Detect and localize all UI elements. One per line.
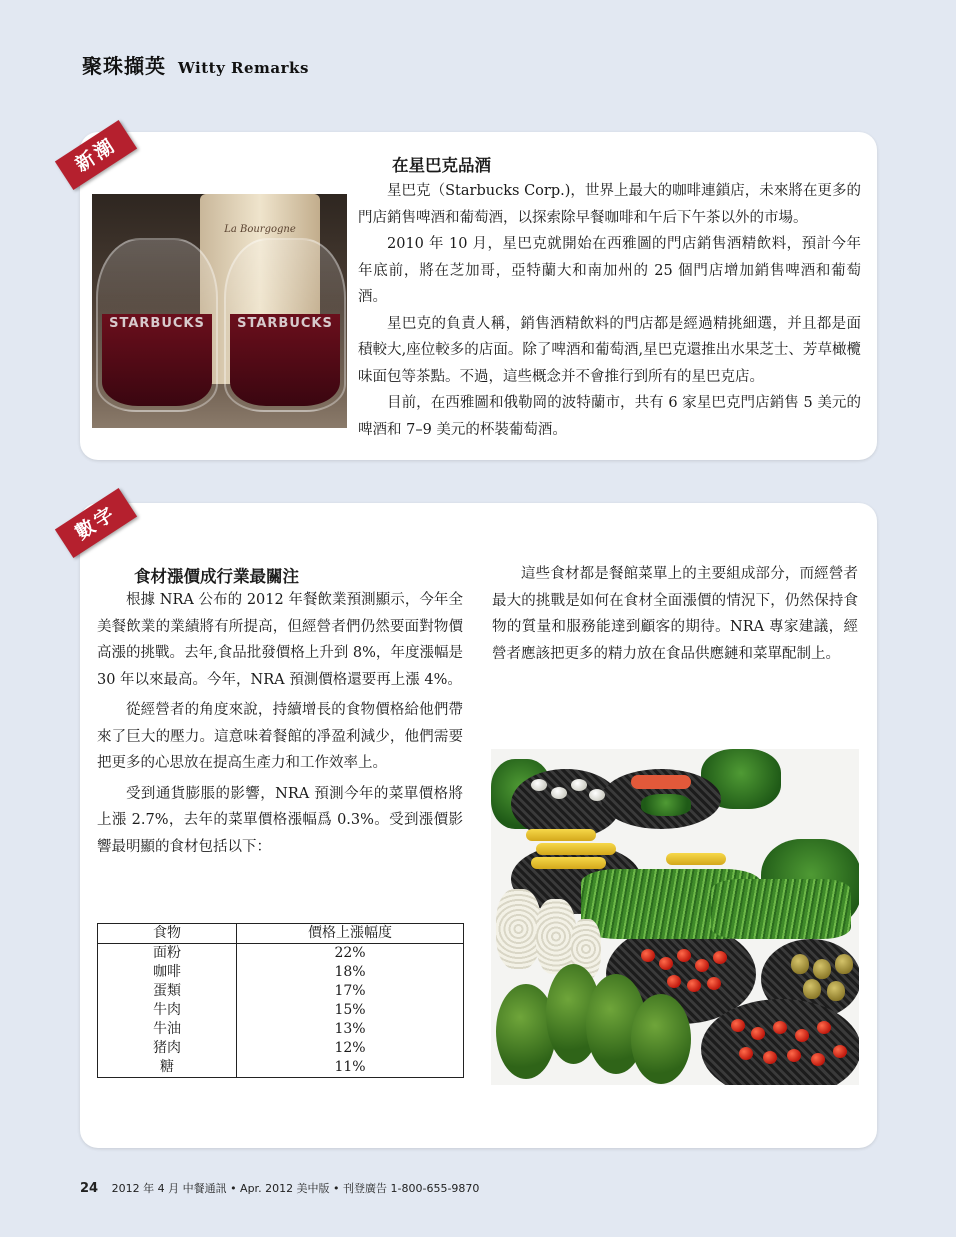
paragraph: 星巴克的負責人稱，銷售酒精飲料的門店都是經過精挑細選，并且都是面積較大,座位較多的店面。除了啤酒和葡萄酒,星巴克還推出水果芝士、芳草橄欖味面包等茶點。不過，這些概念并不會推行到所有的星巴克店。	[358, 315, 861, 385]
paragraph: 星巴克（Starbucks Corp.)，世界上最大的咖啡連鎖店，未來將在更多的門店銷售啤酒和葡萄酒，以探索除早餐咖啡和午后下午茶以外的市場。	[358, 183, 861, 226]
footer-text: 2012 年 4 月 中餐通訊 • Apr. 2012 美中版 • 刊登廣告 1-800-655-9870	[111, 1182, 480, 1195]
price-increase-table	[97, 923, 464, 1078]
tomato	[787, 1049, 801, 1062]
white-vegetable	[531, 779, 547, 791]
basket	[701, 999, 859, 1085]
column-header: 價格上漲幅度	[237, 924, 464, 944]
bananas	[526, 829, 596, 841]
green-beans	[711, 879, 851, 939]
table-cell: 蛋類	[98, 982, 237, 1001]
page-footer	[80, 1180, 479, 1196]
tomato	[817, 1021, 831, 1034]
table-cell: 牛油	[98, 1020, 237, 1039]
pear	[835, 954, 853, 974]
table-cell: 糖	[98, 1058, 237, 1078]
paragraph: 根據 NRA 公布的 2012 年餐飲業預測顯示，今年全美餐飲業的業績將有所提高，但經營者們仍然要面對物價高漲的挑戰。去年,食品批發價格上升到 8%，年度漲幅是 30 年以來最高。今年，NRA 預測價格還要再上漲 4%。	[97, 592, 463, 688]
pear	[803, 979, 821, 999]
paragraph: 這些食材都是餐館菜單上的主要組成部分，而經營者最大的挑戰是如何在食材全面漲價的情況下，仍然保持食物的質量和服務能達到顧客的期待。NRA 專家建議，經營者應該把更多的精力放在食品供應鏈和菜單配制上。	[492, 566, 858, 662]
pear	[827, 981, 845, 1001]
white-vegetable	[551, 787, 567, 799]
section-tag-trend: 新潮	[55, 120, 137, 190]
tomato	[811, 1053, 825, 1066]
article-title: 在星巴克品酒	[392, 156, 491, 175]
tomato	[695, 959, 709, 972]
section-tag-numbers: 數字	[55, 488, 137, 558]
tomato	[667, 975, 681, 988]
table-cell: 11%	[237, 1058, 464, 1078]
tomato	[677, 949, 691, 962]
table-row	[98, 963, 464, 982]
table-cell: 15%	[237, 1001, 464, 1020]
table-cell: 17%	[237, 982, 464, 1001]
paragraph: 受到通貨膨脹的影響，NRA 預測今年的菜單價格將上漲 2.7%，去年的菜單價格漲幅爲 0.3%。受到漲價影響最明顯的食材包括以下：	[97, 785, 463, 855]
table-cell: 咖啡	[98, 963, 237, 982]
article-body-right	[492, 561, 858, 667]
white-vegetable	[589, 789, 605, 801]
tomato	[707, 977, 721, 990]
tomato	[687, 979, 701, 992]
tomato	[731, 1019, 745, 1032]
table-cell: 22%	[237, 944, 464, 964]
table-header-row	[98, 924, 464, 944]
pear	[813, 959, 831, 979]
tomato	[833, 1045, 847, 1058]
table-row	[98, 1039, 464, 1058]
table-cell: 牛肉	[98, 1001, 237, 1020]
paragraph: 目前，在西雅圖和俄勒岡的波特蘭市，共有 6 家星巴克門店銷售 5 美元的啤酒和 7–9 美元的杯裝葡萄酒。	[358, 395, 861, 438]
table-cell: 18%	[237, 963, 464, 982]
white-vegetable	[571, 779, 587, 791]
corn	[536, 899, 576, 974]
table-cell: 13%	[237, 1020, 464, 1039]
bananas	[666, 853, 726, 865]
tomato	[751, 1027, 765, 1040]
table-cell: 面粉	[98, 944, 237, 964]
table-row	[98, 944, 464, 964]
header-title-en: Witty Remarks	[177, 59, 309, 77]
header-title-cn: 聚珠擷英	[82, 54, 166, 78]
paragraph: 2010 年 10 月，星巴克就開始在西雅圖的門店銷售酒精飲料，預計今年年底前，將在芝加哥，亞特蘭大和南加州的 25 個門店增加銷售啤酒和葡萄酒。	[358, 236, 861, 305]
tomato	[795, 1029, 809, 1042]
tomato	[739, 1047, 753, 1060]
glass-brand-text: STARBUCKS	[237, 316, 333, 331]
table-row	[98, 1058, 464, 1078]
table-row	[98, 982, 464, 1001]
column-header: 食物	[98, 924, 237, 944]
tomato	[773, 1021, 787, 1034]
tomato	[763, 1051, 777, 1064]
table-row	[98, 1001, 464, 1020]
table-cell: 12%	[237, 1039, 464, 1058]
carrots	[631, 775, 691, 789]
bananas	[536, 843, 616, 855]
bottle-label-text: La Bourgogne	[224, 224, 296, 235]
tomato	[641, 949, 655, 962]
section-header	[82, 50, 309, 79]
article-body	[358, 178, 861, 443]
bananas	[531, 857, 606, 869]
article-body-left	[97, 587, 463, 864]
table-row	[98, 1020, 464, 1039]
wine-glass	[96, 238, 218, 412]
table-cell: 猪肉	[98, 1039, 237, 1058]
page-number: 24	[80, 1181, 99, 1196]
vegetables-photo	[491, 749, 859, 1085]
tomato	[659, 957, 673, 970]
pear	[791, 954, 809, 974]
tomato	[713, 951, 727, 964]
wine-glasses-photo	[92, 194, 347, 428]
green-peppers	[641, 794, 691, 816]
glass-brand-text: STARBUCKS	[109, 316, 205, 331]
wine-glass	[224, 238, 346, 412]
paragraph: 從經營者的角度來說，持續增長的食物價格給他們帶來了巨大的壓力。這意味着餐館的凈盈利減少，他們需要把更多的心思放在提高生產力和工作效率上。	[97, 702, 463, 771]
papaya	[631, 994, 691, 1084]
article-title: 食材漲價成行業最關注	[134, 567, 299, 586]
corn	[496, 889, 541, 969]
